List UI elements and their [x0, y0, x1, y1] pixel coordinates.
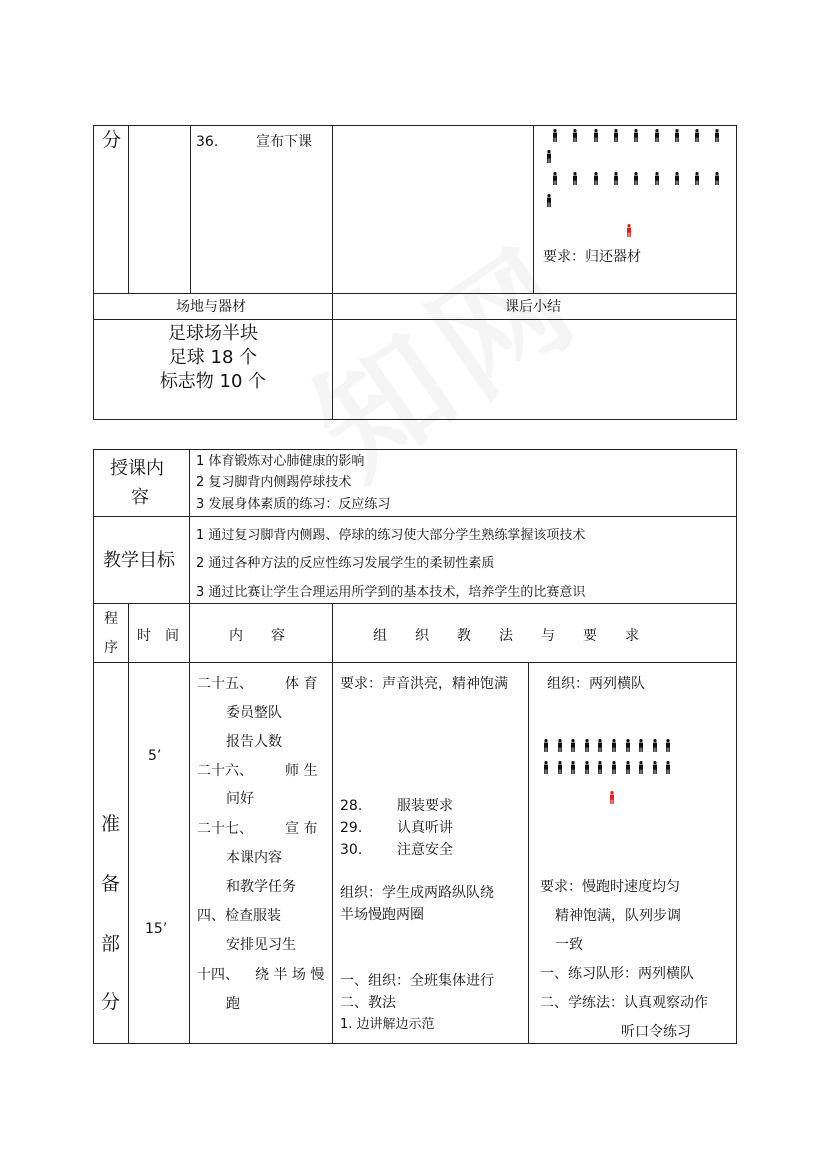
method-study: 二、学练法：认真观察动作 [540, 995, 708, 1011]
content-line: 四、检查服装 [197, 908, 281, 924]
student-icon [638, 761, 644, 774]
method-teach: 二、教法 [340, 995, 396, 1011]
goal-item: 1 通过复习脚背内侧踢、停球的练习使大部分学生熟练掌握该项技术 [196, 528, 586, 543]
equipment-line: 足球场半块 [168, 323, 258, 344]
content-line: 宣 布 [285, 821, 318, 837]
section-label: 部 [101, 933, 121, 955]
section-label: 备 [101, 873, 121, 895]
content-line: 二十六、 [197, 763, 253, 779]
section-label: 分 [102, 129, 122, 151]
time-value: 15’ [145, 921, 168, 937]
student-icon [694, 129, 700, 142]
method-requirement: 要求：声音洪亮，精神饱满 [340, 676, 508, 692]
student-icon [546, 194, 552, 207]
student-icon [652, 761, 658, 774]
student-icon [625, 739, 631, 752]
equipment-line: 标志物 10 个 [159, 371, 267, 392]
teacher-icon [626, 224, 632, 237]
student-icon [543, 739, 549, 752]
content-line: 体 育 [285, 676, 318, 692]
student-icon [552, 129, 558, 142]
item-text: 宣布下课 [256, 134, 312, 150]
student-icon [543, 761, 549, 774]
method-study: 听口令练习 [621, 1024, 691, 1040]
student-icon [714, 172, 720, 185]
method-list-item: 服装要求 [397, 798, 453, 814]
student-icon [613, 129, 619, 142]
header-order: 序 [104, 640, 118, 656]
method-list-item: 认真听讲 [397, 820, 453, 836]
student-icon [593, 129, 599, 142]
content-line: 二十五、 [197, 676, 253, 692]
goal-label: 教学目标 [103, 550, 175, 571]
student-icon [597, 739, 603, 752]
student-icon [654, 172, 660, 185]
student-icon [613, 172, 619, 185]
student-icon [611, 761, 617, 774]
student-icon [557, 739, 563, 752]
method-organize: 组织：学生成两路纵队绕 [340, 885, 494, 901]
method-practice: 一、练习队形：两列横队 [540, 966, 694, 982]
student-icon [584, 739, 590, 752]
method-req: 要求：慢跑时速度均匀 [540, 879, 680, 895]
method-req: 精神饱满，队列步调 [555, 908, 681, 924]
content-line: 二十七、 [197, 821, 253, 837]
student-icon [546, 150, 552, 163]
method-list-item: 注意安全 [397, 842, 453, 858]
requirement-text: 要求：归还器材 [543, 249, 641, 265]
header-method: 组 织 教 法 与 要 求 [373, 628, 639, 644]
student-icon [674, 172, 680, 185]
content-line: 本课内容 [226, 850, 282, 866]
section-label: 分 [101, 991, 121, 1013]
content-line: 绕 半 场 慢 [255, 967, 325, 983]
method-org-all: 一、组织：全班集体进行 [340, 973, 494, 989]
goal-item: 3 通过比赛让学生合理运用所学到的基本技术，培养学生的比赛意识 [196, 585, 586, 600]
student-icon [633, 172, 639, 185]
student-icon [694, 172, 700, 185]
method-teach-item: 1. 边讲解边示范 [340, 1017, 435, 1032]
student-icon [593, 172, 599, 185]
student-icon [572, 172, 578, 185]
content-label: 授课内 [110, 458, 164, 479]
content-item: 3 发展身体素质的练习：反应练习 [196, 497, 391, 512]
content-line: 师 生 [285, 763, 318, 779]
student-icon [674, 129, 680, 142]
student-icon [714, 129, 720, 142]
method-list-num: 30. [340, 842, 363, 858]
method-organize-2: 组织：两列横队 [547, 676, 645, 692]
header-time: 时 间 [137, 628, 179, 644]
content-line: 安排见习生 [226, 937, 296, 953]
time-value: 5’ [148, 748, 162, 764]
method-organize: 半场慢跑两圈 [340, 907, 424, 923]
summary-header: 课后小结 [505, 299, 561, 315]
student-icon [570, 739, 576, 752]
content-line: 跑 [226, 996, 240, 1012]
student-icon [570, 761, 576, 774]
content-item: 2 复习脚背内侧踢停球技术 [196, 475, 352, 490]
content-line: 委员整队 [226, 705, 282, 721]
content-line: 和教学任务 [226, 879, 296, 895]
equipment-line: 足球 18 个 [168, 347, 258, 368]
equipment-header: 场地与器材 [176, 299, 246, 315]
method-req: 一致 [555, 937, 583, 953]
content-line: 报告人数 [226, 734, 282, 750]
student-icon [572, 129, 578, 142]
student-icon [552, 172, 558, 185]
student-icon [654, 129, 660, 142]
student-icon [633, 129, 639, 142]
section-label: 准 [101, 813, 121, 835]
student-icon [584, 761, 590, 774]
student-icon [652, 739, 658, 752]
student-icon [665, 739, 671, 752]
student-icon [638, 739, 644, 752]
header-content: 内 容 [229, 628, 285, 644]
content-line: 十四、 [197, 967, 239, 983]
content-item: 1 体育锻炼对心肺健康的影响 [196, 454, 365, 469]
student-icon [557, 761, 563, 774]
content-line: 问好 [226, 791, 254, 807]
method-list-num: 29. [340, 820, 363, 836]
student-icon [611, 739, 617, 752]
student-icon [665, 761, 671, 774]
header-order: 程 [104, 611, 118, 627]
student-icon [597, 761, 603, 774]
method-list-num: 28. [340, 798, 363, 814]
item-number: 36. [196, 134, 219, 150]
student-icon [625, 761, 631, 774]
goal-item: 2 通过各种方法的反应性练习发展学生的柔韧性素质 [196, 556, 495, 571]
teacher-icon [609, 791, 615, 804]
equipment-list [94, 322, 332, 394]
content-label: 容 [131, 487, 149, 508]
